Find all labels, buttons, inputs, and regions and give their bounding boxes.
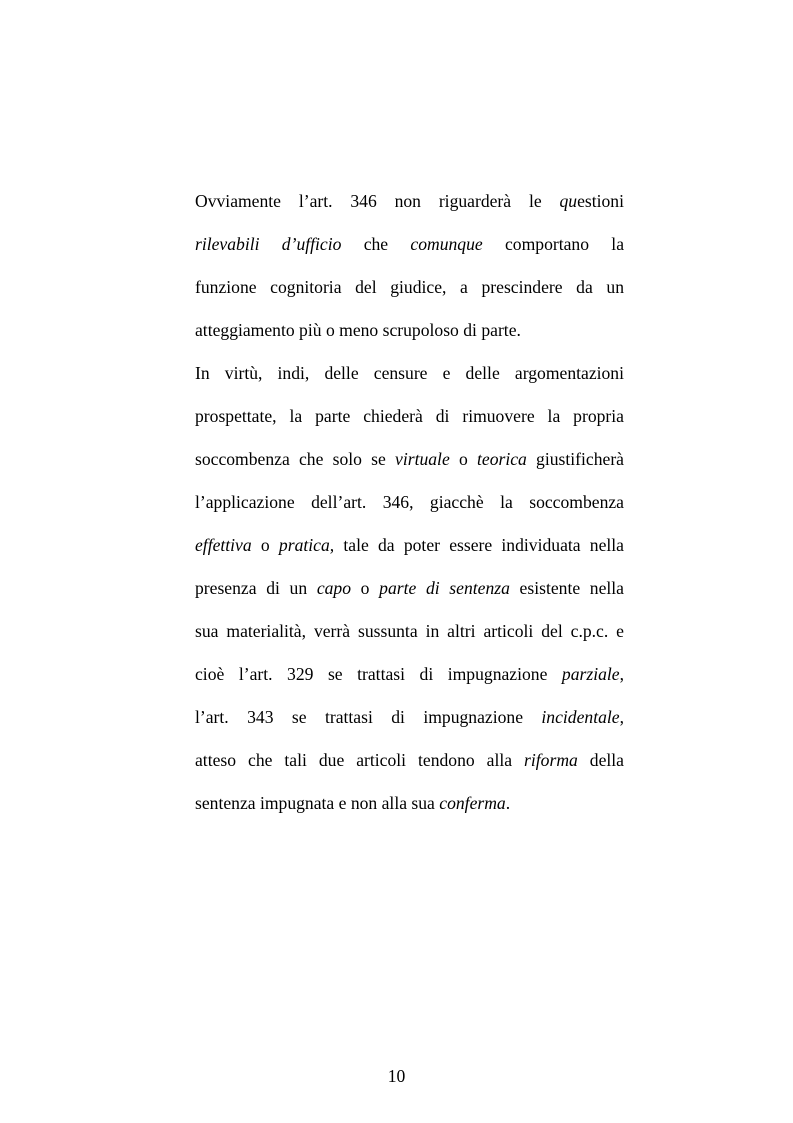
text-line bbox=[195, 571, 624, 614]
italic-text: teorica bbox=[477, 449, 527, 469]
italic-text: incidentale bbox=[541, 707, 620, 727]
text-line bbox=[195, 442, 624, 485]
text-line bbox=[195, 227, 624, 270]
text-run: atteggiamento più o meno scrupoloso di parte. bbox=[195, 320, 521, 340]
text-run: atteso che tali due articoli tendono alla bbox=[195, 750, 525, 770]
page-number: 10 bbox=[387, 1066, 406, 1086]
italic-text: qu bbox=[559, 191, 578, 211]
text-run: della bbox=[577, 750, 624, 770]
italic-text: comunque bbox=[410, 234, 483, 254]
text-run: presenza di un bbox=[195, 578, 317, 598]
text-run: , bbox=[619, 707, 624, 727]
italic-text: conferma bbox=[439, 793, 506, 813]
italic-text: riforma bbox=[524, 750, 578, 770]
text-run: Ovviamente l’art. 346 non riguarderà le bbox=[195, 191, 560, 211]
text-run: o bbox=[351, 578, 380, 598]
text-run: tale da poter essere individuata nella bbox=[334, 535, 624, 555]
text-run: funzione cognitoria del giudice, a prescindere da un bbox=[195, 277, 624, 297]
text-line bbox=[195, 614, 624, 657]
text-line bbox=[195, 743, 624, 786]
body-text bbox=[195, 184, 624, 829]
italic-text: parte di sentenza bbox=[379, 578, 510, 598]
text-run: sua materialità, verrà sussunta in altri articoli del c.p.c. e bbox=[195, 621, 624, 641]
paragraph bbox=[195, 184, 624, 356]
text-run: sentenza impugnata e non alla sua bbox=[195, 793, 440, 813]
text-run: comportano la bbox=[482, 234, 625, 254]
text-run: prospettate, la parte chiederà di rimuovere la propria bbox=[195, 406, 624, 426]
italic-text: parziale bbox=[561, 664, 620, 684]
text-run: o bbox=[449, 449, 477, 469]
text-run: giustificherà bbox=[526, 449, 624, 469]
italic-text: rilevabili d’ufficio bbox=[195, 234, 342, 254]
text-line bbox=[195, 657, 624, 700]
text-line bbox=[195, 485, 624, 528]
text-line bbox=[195, 184, 624, 227]
text-line bbox=[195, 700, 624, 743]
text-line bbox=[195, 528, 624, 571]
text-run: soccombenza che solo se bbox=[195, 449, 396, 469]
text-run: , bbox=[619, 664, 624, 684]
text-run: . bbox=[505, 793, 511, 813]
text-line bbox=[195, 356, 624, 399]
text-run: In virtù, indi, delle censure e delle argomentazioni bbox=[195, 363, 624, 383]
italic-text: effettiva bbox=[195, 535, 252, 555]
text-run: l’applicazione dell’art. 346, giacchè la soccombenza bbox=[195, 492, 624, 512]
text-run: che bbox=[341, 234, 411, 254]
italic-text: pratica, bbox=[278, 535, 335, 555]
text-run: o bbox=[251, 535, 279, 555]
text-line bbox=[195, 270, 624, 313]
text-run: cioè l’art. 329 se trattasi di impugnazione bbox=[195, 664, 562, 684]
text-run: esistente nella bbox=[509, 578, 624, 598]
text-line bbox=[195, 399, 624, 442]
text-run: estioni bbox=[577, 191, 624, 211]
text-line bbox=[195, 786, 624, 829]
text-line bbox=[195, 313, 624, 356]
italic-text: capo bbox=[316, 578, 352, 598]
text-run: l’art. 343 se trattasi di impugnazione bbox=[195, 707, 542, 727]
paragraph bbox=[195, 356, 624, 829]
italic-text: virtuale bbox=[395, 449, 450, 469]
